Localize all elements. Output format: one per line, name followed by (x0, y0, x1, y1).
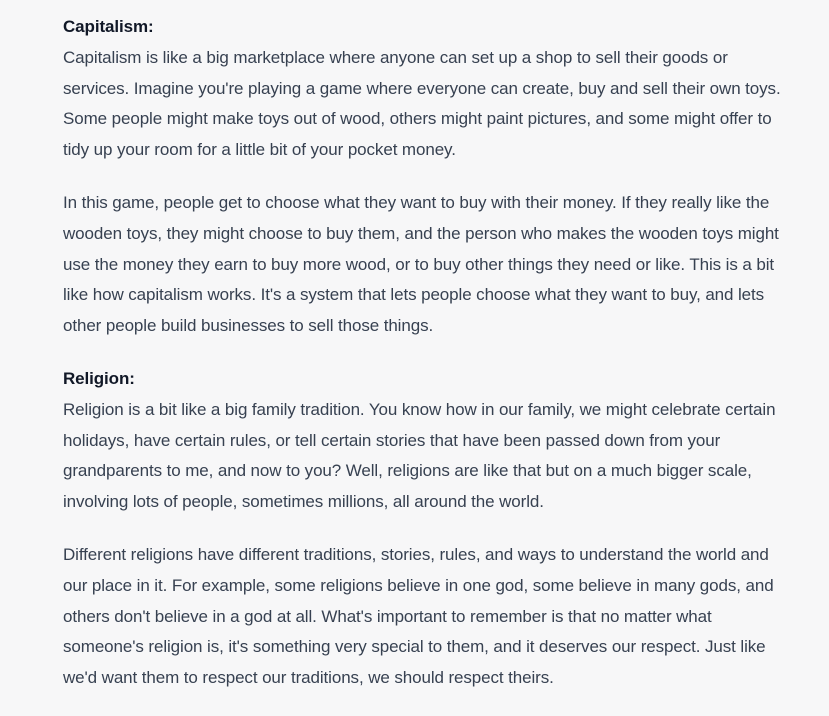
paragraph-text-block (63, 540, 793, 694)
religion-section (63, 364, 793, 518)
paragraph-text: Different religions have different traditions, stories, rules, and ways to understand the world and our place in it. For example, some religions believe in one god, some believe in many gods, and others don't believe in a god at all. What's important to remember is that no matter what someone's religion is, it's something very special to them, and it deserves our respect. Just like we'd want them to respect our traditions, we should respect theirs. (63, 544, 774, 688)
paragraph-text-block (63, 188, 793, 342)
section-heading-religion: Religion: (63, 368, 135, 388)
capitalism-section (63, 12, 793, 166)
paragraph-text: Capitalism is like a big marketplace where anyone can set up a shop to sell their goods or services. Imagine you're playing a game where everyone can create, buy and sell their own toys. Some people might make toys out of wood, others might paint pictures, and some might offer to tidy up your room for a little bit of your pocket money. (63, 47, 781, 160)
section-heading-capitalism: Capitalism: (63, 17, 154, 36)
paragraph-text: In this game, people get to choose what they want to buy with their money. If they really like the wooden toys, they might choose to buy them, and the person who makes the wooden toys might use the money they earn to buy more wood, or to buy other things they need or like. This is a bit like how capitalism works. It's a system that lets people choose what they want to buy, and lets other people build businesses to sell those things. (63, 192, 779, 336)
paragraph-text: Religion is a bit like a big family tradition. You know how in our family, we might celebrate certain holidays, have certain rules, or tell certain stories that have been passed down from your grandparents to me, and now to you? Well, religions are like that but on a much bigger scale, involving lots of people, sometimes millions, all around the world. (63, 399, 776, 512)
assistant-message (63, 12, 793, 716)
